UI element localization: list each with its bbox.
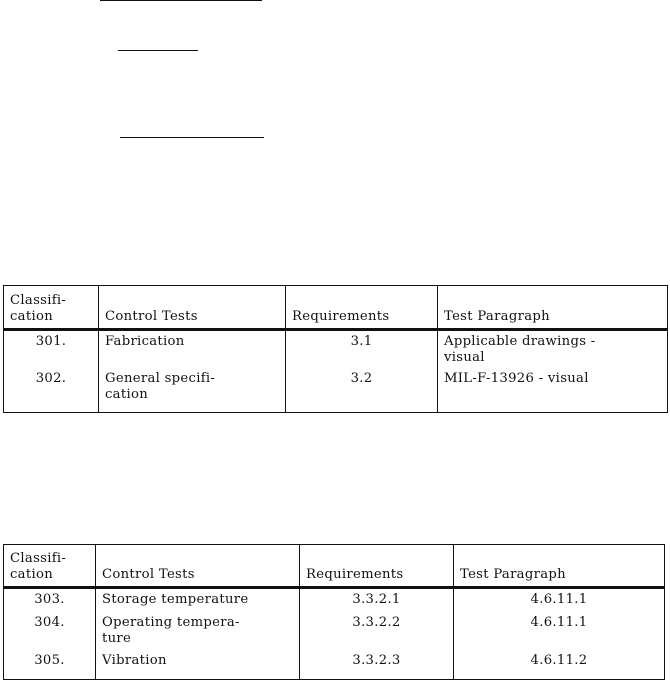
cell-control-test-line1: Vibration — [102, 652, 167, 668]
cell-requirement: 3.2 — [286, 368, 438, 412]
control-tests-table-2 — [3, 544, 665, 680]
header-requirements: Requirements — [286, 286, 438, 330]
header-classification-line1: Classifi- — [10, 293, 67, 308]
header-classification — [4, 286, 99, 330]
cell-classification: 304. — [4, 612, 96, 650]
table-row — [4, 588, 665, 612]
cell-classification: 303. — [4, 588, 96, 612]
cell-control-test — [99, 330, 286, 369]
table-row — [4, 650, 665, 680]
cell-control-test — [96, 650, 300, 680]
table-header-row — [4, 286, 668, 330]
cell-requirement: 3.3.2.3 — [300, 650, 454, 680]
table-header-row — [4, 545, 665, 588]
cell-control-test-line1: General specifi- — [105, 371, 216, 386]
cell-test-paragraph-line1: Applicable drawings - — [444, 334, 596, 349]
header-control-tests: Control Tests — [99, 286, 286, 330]
header-classification-line1: Classifi- — [10, 551, 67, 566]
cell-classification: 305. — [4, 650, 96, 680]
header-test-paragraph: Test Paragraph — [438, 286, 668, 330]
cell-classification: 301. — [4, 330, 99, 369]
cell-classification: 302. — [4, 368, 99, 412]
cell-test-paragraph: 4.6.11.1 — [454, 612, 665, 650]
table-row — [4, 612, 665, 650]
header-test-paragraph: Test Paragraph — [454, 545, 665, 588]
table-row — [4, 330, 668, 369]
header-requirements: Requirements — [300, 545, 454, 588]
cell-requirement: 3.3.2.1 — [300, 588, 454, 612]
cell-control-test-line1: Fabrication — [105, 334, 185, 349]
header-control-tests: Control Tests — [96, 545, 300, 588]
cell-control-test — [96, 588, 300, 612]
cell-test-paragraph: 4.6.11.2 — [454, 650, 665, 680]
underline-rule-2 — [118, 50, 198, 51]
cell-control-test-line1: Storage temperature — [102, 592, 249, 607]
cell-test-paragraph — [438, 330, 668, 369]
cell-test-paragraph — [438, 368, 668, 412]
cell-control-test — [96, 612, 300, 650]
cell-test-paragraph: 4.6.11.1 — [454, 588, 665, 612]
control-tests-table-1 — [3, 285, 668, 413]
cell-control-test-line2: ture — [102, 630, 132, 646]
cell-test-paragraph-line2: visual — [444, 350, 485, 365]
underline-rule-3 — [120, 137, 264, 138]
underline-rule-1 — [100, 0, 262, 1]
cell-control-test-line1: Operating tempera- — [102, 614, 240, 630]
cell-control-test-line2: cation — [105, 387, 148, 402]
cell-requirement: 3.3.2.2 — [300, 612, 454, 650]
cell-requirement: 3.1 — [286, 330, 438, 369]
header-classification — [4, 545, 96, 588]
cell-test-paragraph-line1: MIL-F-13926 - visual — [444, 371, 589, 386]
cell-control-test — [99, 368, 286, 412]
header-classification-line2: cation — [10, 309, 53, 324]
header-classification-line2: cation — [10, 567, 53, 582]
table-row — [4, 368, 668, 412]
